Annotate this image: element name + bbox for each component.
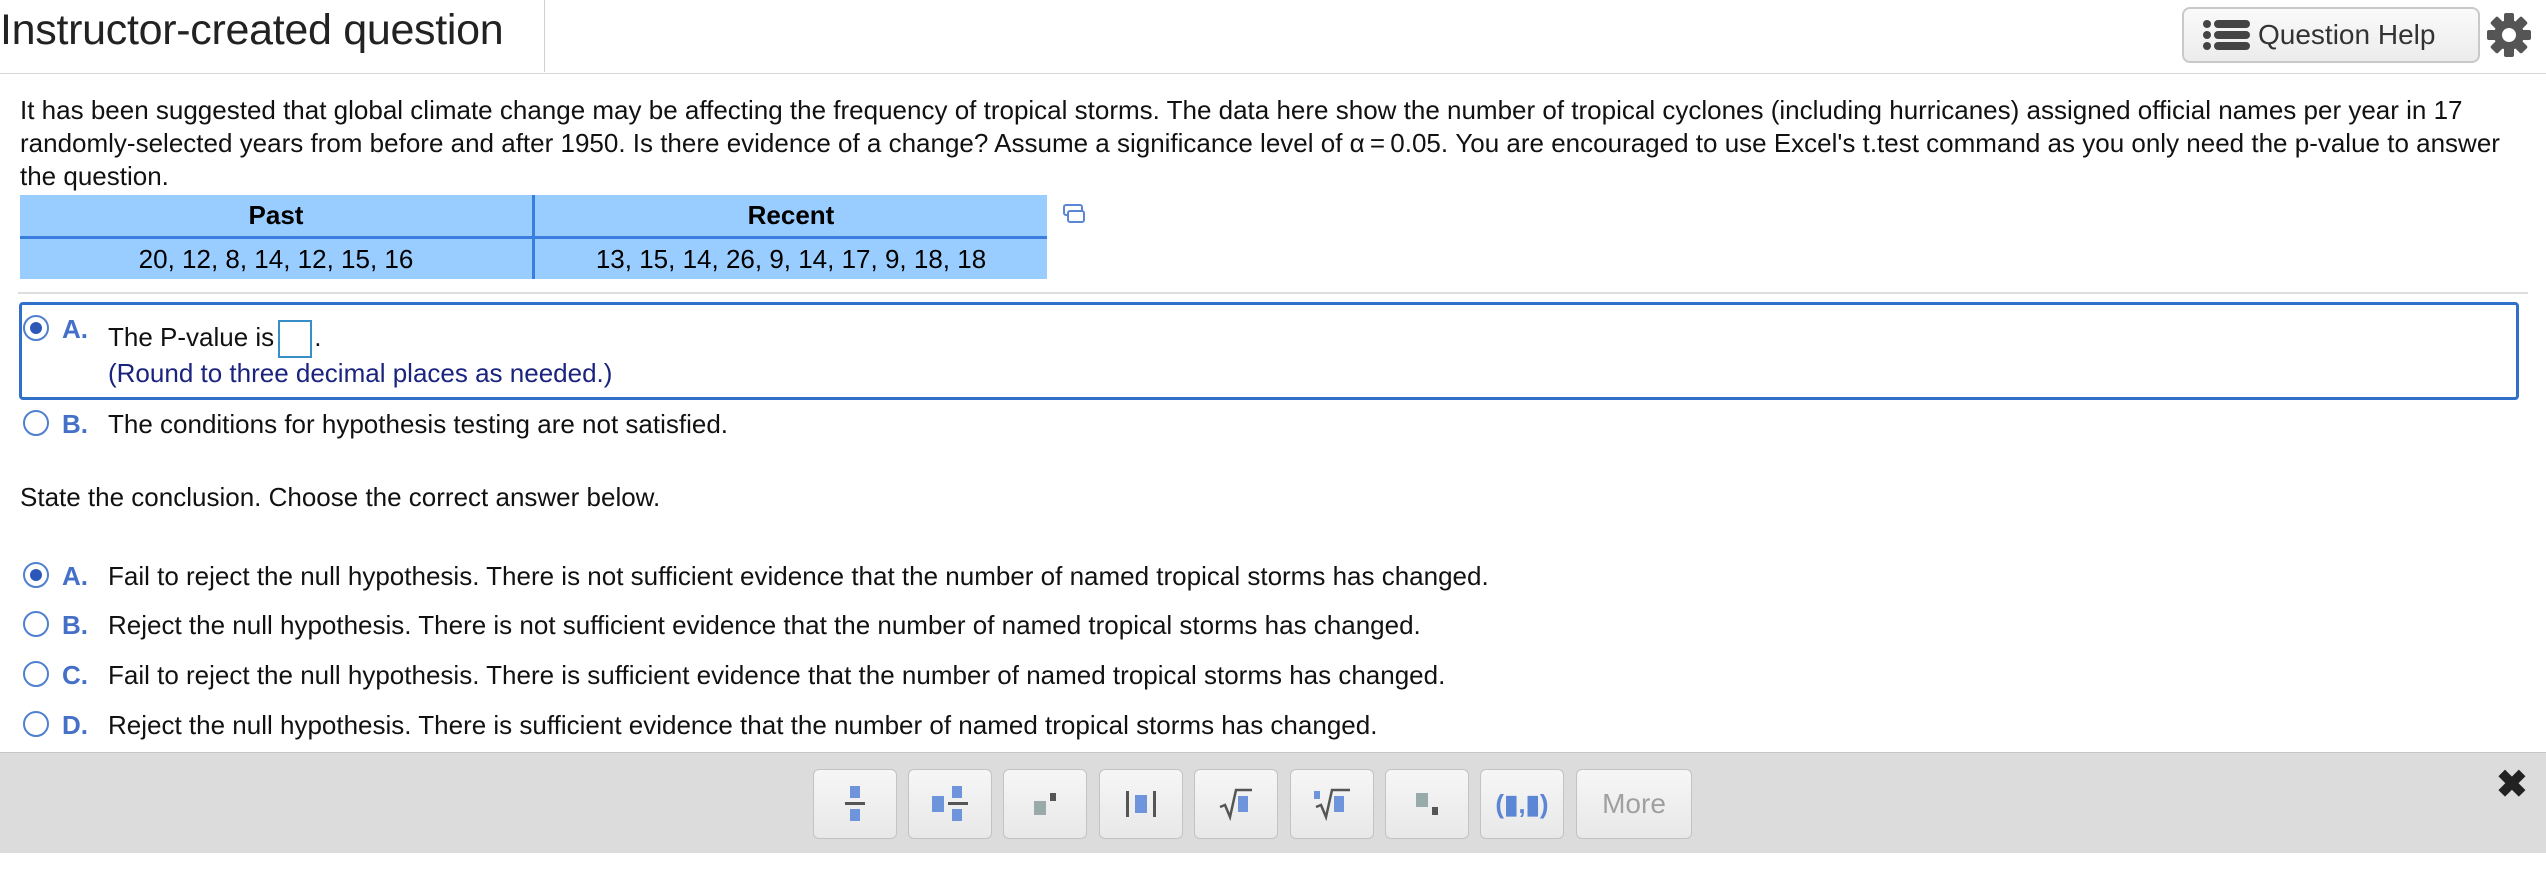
absolute-value-icon xyxy=(1123,789,1159,819)
copy-data-icon[interactable] xyxy=(1062,203,1086,225)
subscript-icon xyxy=(1412,789,1442,819)
conclusion-option-c[interactable]: Fail to reject the null hypothesis. There is sufficient evidence that the number of named tropical storms has changed. xyxy=(108,660,1446,690)
close-icon[interactable]: ✖ xyxy=(2496,764,2528,806)
pvalue-input[interactable] xyxy=(278,320,312,358)
option-letter: D. xyxy=(62,710,88,740)
fraction-button[interactable] xyxy=(813,769,897,839)
table-cell-past: 20, 12, 8, 14, 12, 15, 16 xyxy=(20,238,534,280)
data-table xyxy=(20,195,1047,279)
option-letter: A. xyxy=(62,314,88,344)
radio-pvalue-a[interactable] xyxy=(23,315,49,341)
option-letter: B. xyxy=(62,610,88,640)
fraction-icon xyxy=(843,784,867,824)
radio-conclusion-a[interactable] xyxy=(23,562,49,588)
header xyxy=(0,0,2546,74)
absolute-value-button[interactable] xyxy=(1099,769,1183,839)
interval-button[interactable]: (▮,▮) xyxy=(1480,769,1564,839)
conclusion-option-b[interactable]: Reject the null hypothesis. There is not sufficient evidence that the number of named tropical storms has changed. xyxy=(108,610,1421,640)
gear-icon[interactable] xyxy=(2480,6,2538,64)
pvalue-period: . xyxy=(314,321,322,352)
subscript-button[interactable] xyxy=(1385,769,1469,839)
conclusion-option-d[interactable]: Reject the null hypothesis. There is sufficient evidence that the number of named tropical storms has changed. xyxy=(108,710,1378,740)
radio-conclusion-b[interactable] xyxy=(23,611,49,637)
table-header-past: Past xyxy=(20,195,534,238)
nth-root-button[interactable] xyxy=(1290,769,1374,839)
radio-conclusion-c[interactable] xyxy=(23,661,49,687)
radio-conditions-b[interactable] xyxy=(23,410,49,436)
option-letter: C. xyxy=(62,660,88,690)
option-letter: B. xyxy=(62,409,88,439)
nth-root-icon xyxy=(1312,787,1352,821)
option-letter: A. xyxy=(62,561,88,591)
conclusion-prompt: State the conclusion. Choose the correct answer below. xyxy=(20,482,661,512)
option-a-text xyxy=(108,320,321,358)
question-help-button[interactable] xyxy=(2182,7,2480,63)
pvalue-label: The P-value is xyxy=(108,321,275,352)
conclusion-option-a[interactable]: Fail to reject the null hypothesis. There is not sufficient evidence that the number of named tropical storms has changed. xyxy=(108,561,1489,591)
mixed-number-button[interactable] xyxy=(908,769,992,839)
exponent-icon xyxy=(1030,789,1060,819)
math-toolbar xyxy=(0,752,2546,853)
page-title: Instructor-created question xyxy=(0,6,504,54)
option-b-text: The conditions for hypothesis testing are not satisfied. xyxy=(108,409,729,439)
section-divider xyxy=(18,292,2528,294)
mixed-fraction-icon xyxy=(930,784,970,824)
table-header-recent: Recent xyxy=(534,195,1048,238)
rounding-hint: (Round to three decimal places as needed.) xyxy=(108,358,613,388)
question-help-label: Question Help xyxy=(2258,19,2436,50)
radio-conclusion-d[interactable] xyxy=(23,711,49,737)
table-cell-recent: 13, 15, 14, 26, 9, 14, 17, 9, 18, 18 xyxy=(595,243,987,274)
exponent-button[interactable] xyxy=(1003,769,1087,839)
more-button[interactable]: More xyxy=(1576,769,1692,839)
square-root-icon xyxy=(1218,787,1254,821)
list-icon xyxy=(2202,19,2252,51)
question-text: It has been suggested that global climate change may be affecting the frequency of tropical storms. The data here show the number of tropical cyclones (including hurricanes) assigned official names per year in 17 randomly-selected years from before and after 1950. Is there evidence of a change? Assume a significance level of α = 0.05. You are encouraged to use Excel's t.test command as you only need the p-value to answer the question. xyxy=(20,95,2500,191)
title-divider xyxy=(544,0,545,72)
square-root-button[interactable] xyxy=(1194,769,1278,839)
